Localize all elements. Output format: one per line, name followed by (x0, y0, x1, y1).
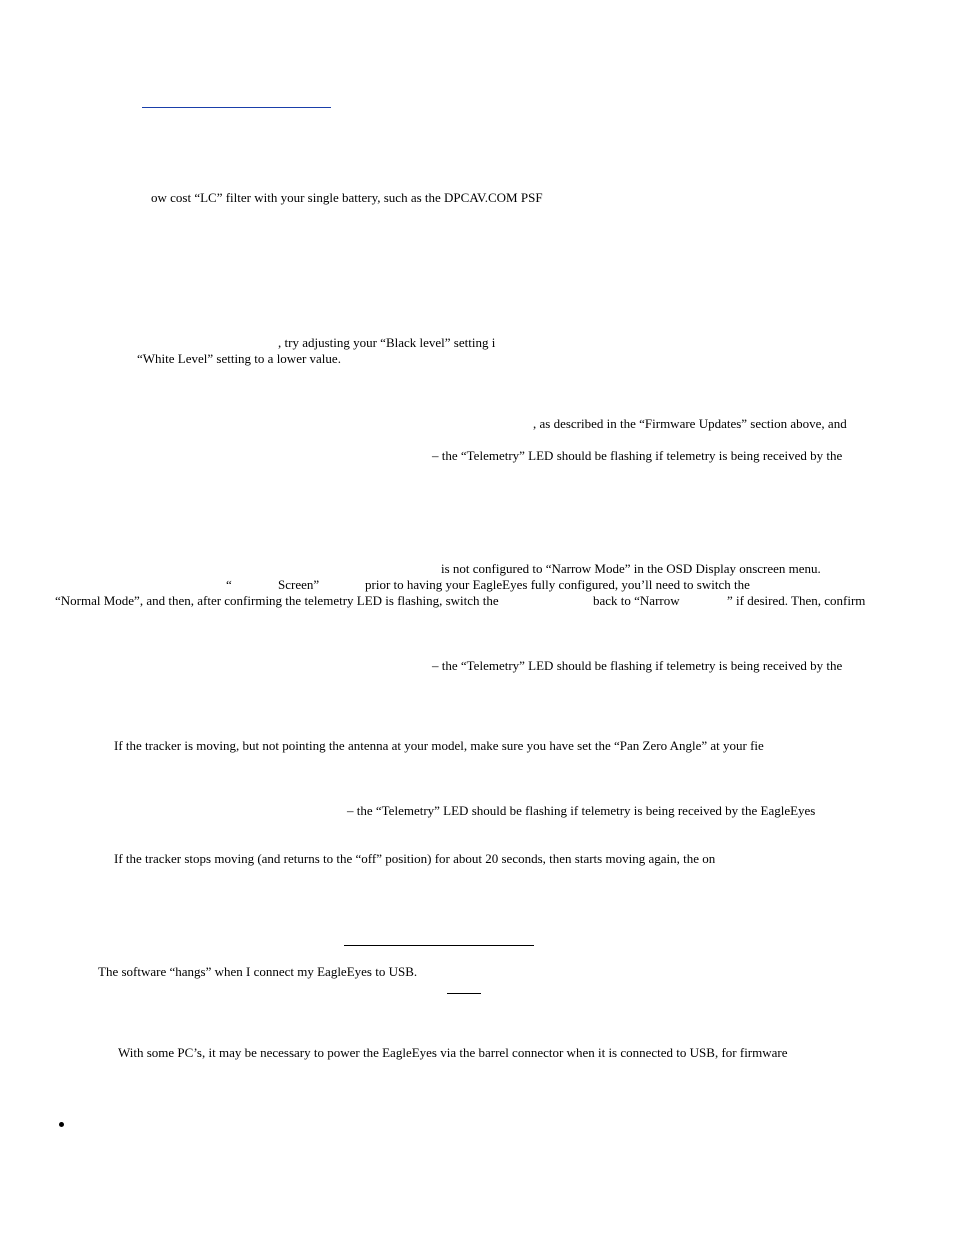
firmware-updates-text: , as described in the “Firmware Updates” section above, and (533, 416, 847, 431)
section-underline (344, 945, 534, 946)
back-to-narrow-text: back to “Narrow (593, 593, 680, 608)
telemetry-led-text-1: – the “Telemetry” LED should be flashing if telemetry is being received by the (432, 448, 843, 463)
white-level-text: “White Level” setting to a lower value. (137, 351, 341, 366)
if-desired-text: ” if desired. Then, confirm (727, 593, 866, 608)
barrel-connector-text: With some PC’s, it may be necessary to power the EagleEyes via the barrel connector when it is connected to USB, for firmware (118, 1045, 788, 1060)
screen-open-quote: “ (226, 577, 232, 592)
screen-word: Screen” (278, 577, 320, 592)
software-hangs-text: The software “hangs” when I connect my EagleEyes to USB. (98, 964, 418, 979)
tracker-stops-text: If the tracker stops moving (and returns to the “off” position) for about 20 seconds, then starts moving again, the on (114, 851, 716, 866)
prior-config-text: prior to having your EagleEyes fully configured, you’ll need to switch the (365, 577, 750, 592)
normal-mode-text: “Normal Mode”, and then, after confirming the telemetry LED is flashing, switch the (55, 593, 499, 608)
narrow-mode-text: is not configured to “Narrow Mode” in the OSD Display onscreen menu. (441, 561, 821, 576)
telemetry-led-text-3: – the “Telemetry” LED should be flashing if telemetry is being received by the EagleEyes (347, 803, 816, 818)
telemetry-led-text-2: – the “Telemetry” LED should be flashing if telemetry is being received by the (432, 658, 843, 673)
short-underline (447, 993, 481, 994)
lc-filter-text: ow cost “LC” filter with your single battery, such as the DPCAV.COM PSF (151, 190, 543, 205)
black-level-text: , try adjusting your “Black level” setting i (278, 335, 496, 350)
list-bullet (59, 1122, 64, 1127)
link-underline[interactable] (142, 107, 331, 108)
pan-zero-text: If the tracker is moving, but not pointing the antenna at your model, make sure you have set the “Pan Zero Angle” at your fie (114, 738, 764, 753)
